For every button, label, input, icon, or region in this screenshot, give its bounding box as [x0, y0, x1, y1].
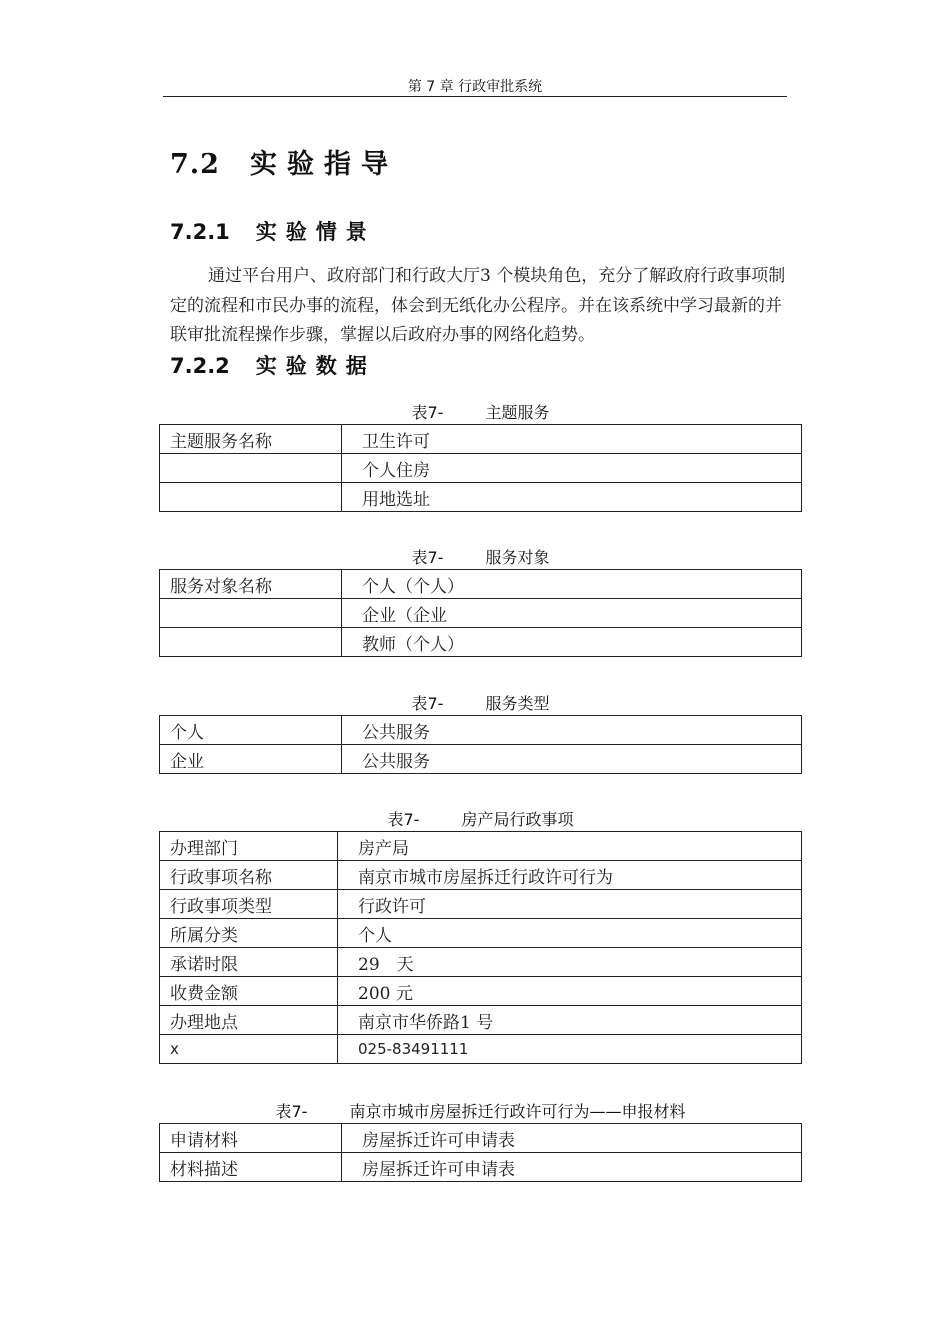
table-cell: 承诺时限	[160, 948, 338, 977]
subsection-number: 7.2.1	[170, 220, 230, 244]
caption-title: 服务对象	[485, 548, 550, 567]
caption-prefix: 表7-	[275, 1102, 308, 1121]
table-row	[160, 1006, 802, 1035]
table-cell: 卫生许可	[342, 425, 802, 454]
section-number: 7.2	[170, 149, 220, 180]
caption-prefix: 表7-	[387, 810, 420, 829]
subsection-heading-1	[170, 216, 376, 246]
table-row	[160, 919, 802, 948]
table-caption	[159, 691, 802, 714]
table-row	[160, 570, 802, 599]
table-row	[160, 483, 802, 512]
table-row	[160, 861, 802, 890]
table-cell: 办理部门	[160, 832, 338, 861]
caption-title: 服务类型	[485, 694, 550, 713]
table-cell: 企业	[160, 745, 342, 774]
table-row	[160, 1124, 802, 1153]
table-row	[160, 948, 802, 977]
table-caption	[159, 1099, 802, 1122]
table-row	[160, 745, 802, 774]
table-cell: 行政许可	[338, 890, 802, 919]
table-cell	[160, 483, 342, 512]
table-cell: 025-83491111	[338, 1035, 802, 1064]
table-cell: 申请材料	[160, 1124, 342, 1153]
theme-service-table	[159, 424, 802, 512]
subsection-number: 7.2.2	[170, 354, 230, 378]
table-cell: 所属分类	[160, 919, 338, 948]
table-cell: 收费金额	[160, 977, 338, 1006]
table-caption	[159, 545, 802, 568]
table-cell: 200 元	[338, 977, 802, 1006]
table-cell: 个人住房	[342, 454, 802, 483]
table-cell: 房产局	[338, 832, 802, 861]
table-cell: 南京市城市房屋拆迁行政许可行为	[338, 861, 802, 890]
table-caption	[159, 807, 802, 830]
body-paragraph	[170, 262, 790, 351]
table-cell: 公共服务	[342, 745, 802, 774]
subsection-title: 实验情景	[255, 220, 376, 244]
page-header: 第 7 章 行政审批系统	[407, 79, 543, 95]
table-cell: 房屋拆迁许可申请表	[342, 1124, 802, 1153]
table-cell: 用地选址	[342, 483, 802, 512]
table-row	[160, 599, 802, 628]
table-row	[160, 425, 802, 454]
section-title: 实验指导	[249, 149, 398, 180]
caption-title: 南京市城市房屋拆迁行政许可行为——申报材料	[349, 1102, 686, 1121]
table-cell: x	[160, 1035, 338, 1064]
table-cell: 南京市华侨路1 号	[338, 1006, 802, 1035]
table-cell: 办理地点	[160, 1006, 338, 1035]
table-cell: 行政事项类型	[160, 890, 338, 919]
table-cell: 房屋拆迁许可申请表	[342, 1153, 802, 1182]
table-row	[160, 890, 802, 919]
table-cell: 个人（个人）	[342, 570, 802, 599]
service-object-table	[159, 569, 802, 657]
caption-title: 主题服务	[485, 403, 550, 422]
table-row	[160, 628, 802, 657]
table-cell: 公共服务	[342, 716, 802, 745]
table-cell: 企业（企业	[342, 599, 802, 628]
subsection-title: 实验数据	[255, 354, 376, 378]
table-row	[160, 832, 802, 861]
caption-prefix: 表7-	[411, 548, 444, 567]
housing-bureau-table	[159, 831, 802, 1064]
table-row	[160, 716, 802, 745]
table-row	[160, 454, 802, 483]
table-cell: 29 天	[338, 948, 802, 977]
service-type-table	[159, 715, 802, 774]
paragraph-text: 通过平台用户、政府部门和行政大厅3 个模块角色，充分了解政府行政事项制定的流程和市民办事的流程，体会到无纸化办公程序。并在该系统中学习最新的并联审批流程操作步骤，掌握以后政府办事的网络化趋势。	[170, 266, 786, 345]
table-cell	[160, 599, 342, 628]
table-row	[160, 1153, 802, 1182]
subsection-heading-2	[170, 350, 376, 380]
table-cell: 个人	[338, 919, 802, 948]
table-caption	[159, 400, 802, 423]
section-heading	[170, 142, 398, 181]
caption-title: 房产局行政事项	[461, 810, 574, 829]
table-cell: 教师（个人）	[342, 628, 802, 657]
table-row	[160, 977, 802, 1006]
header-rule	[163, 96, 787, 97]
table-cell: 材料描述	[160, 1153, 342, 1182]
caption-prefix: 表7-	[411, 694, 444, 713]
table-row	[160, 1035, 802, 1064]
application-material-table	[159, 1123, 802, 1182]
table-cell: 个人	[160, 716, 342, 745]
table-cell: 主题服务名称	[160, 425, 342, 454]
table-cell	[160, 454, 342, 483]
table-cell: 服务对象名称	[160, 570, 342, 599]
table-cell	[160, 628, 342, 657]
caption-prefix: 表7-	[411, 403, 444, 422]
table-cell: 行政事项名称	[160, 861, 338, 890]
